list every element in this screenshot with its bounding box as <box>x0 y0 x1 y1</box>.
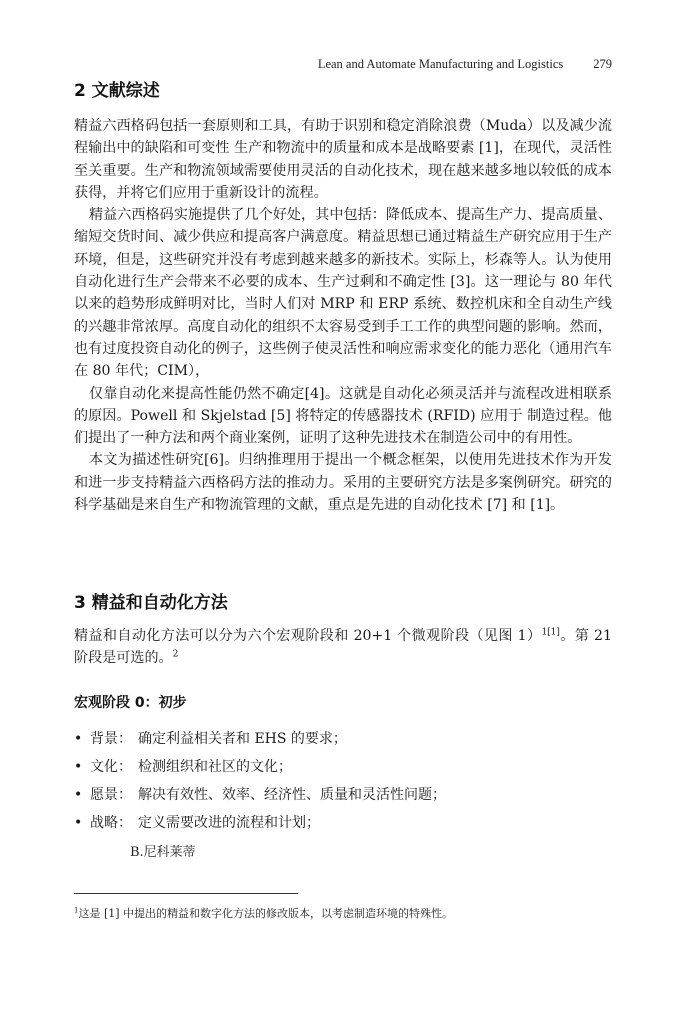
bullet-term: 文化： <box>90 759 132 775</box>
list-item <box>74 785 614 813</box>
list-item <box>74 757 614 785</box>
intro-superscript-2: 2 <box>172 649 179 660</box>
section-3-intro <box>74 625 612 670</box>
bullet-text: 定义需要改进的流程和计划； <box>138 815 320 831</box>
paragraph-3: 仅靠自动化来提高性能仍然不确定[4]。这就是自动化必须灵活并与流程改进相联系的原因。Powell 和 Skjelstad [5] 将特定的传感器技术 (RFID) 应用于 制造过程。他们提出了一种方法和两个商业案例，证明了这种先进技术在制造公司中的有用性。 <box>74 385 612 447</box>
bullet-text: 确定利益相关者和 EHS 的要求； <box>138 731 347 747</box>
bullet-list <box>74 729 614 841</box>
bullet-icon: • <box>74 759 83 775</box>
bullet-term: 背景： <box>90 731 132 747</box>
bullet-text: 检测组织和社区的文化； <box>138 759 292 775</box>
intro-text-cont: 。第 21 阶段是可选的。 <box>74 628 612 667</box>
intro-text: 精益和自动化方法可以分为六个宏观阶段和 20+1 个微观阶段（见图 1） <box>74 628 542 644</box>
section-2-title: 2 文献综述 <box>74 81 160 101</box>
list-item <box>74 813 614 841</box>
author-note: B.尼科莱蒂 <box>130 845 196 860</box>
page-number: 279 <box>593 57 612 71</box>
section-2-body <box>74 115 612 516</box>
running-header <box>318 57 612 72</box>
footnote <box>74 905 453 921</box>
intro-superscript: 1[1] <box>541 627 560 638</box>
intro-paragraph <box>74 625 612 670</box>
footnote-text: 这是 [1] 中提出的精益和数字化方法的修改版本，以考虑制造环境的特殊性。 <box>78 907 454 920</box>
bullet-icon: • <box>74 787 83 803</box>
bullet-text: 解决有效性、效率、经济性、质量和灵活性问题； <box>138 787 446 803</box>
bullet-term: 愿景： <box>90 787 132 803</box>
paragraph-2: 精益六西格码实施提供了几个好处，其中包括：降低成本、提高生产力、提高质量、缩短交货时间、减少供应和提高客户满意度。精益思想已通过精益生产研究应用于生产环境，但是，这些研究并没有考虑到越来越多的新技术。实际上，杉森等人。认为使用自动化进行生产会带来不必要的成本、生产过剩和不确定性 [3]。这一理论与 80 年代以来的趋势形成鲜明对比，当时人们对 MRP 和 ERP 系统、数控机床和全自动生产线的兴趣非常浓厚。高度自动化的组织不太容易受到手工工作的典型问题的影响。然而，也有过度投资自动化的例子，这些例子使灵活性和响应需求变化的能力恶化（通用汽车在 80 年代；CIM）， <box>74 207 612 380</box>
bullet-icon: • <box>74 815 83 831</box>
list-item <box>74 729 614 757</box>
running-title: Lean and Automate Manufacturing and Logistics <box>317 57 564 71</box>
bullet-term: 战略： <box>90 815 132 831</box>
paragraph-1: 精益六西格码包括一套原则和工具，有助于识别和稳定消除浪费（Muda）以及减少流程输出中的缺陷和可变性 生产和物流中的质量和成本是战略要素 [1]，在现代，灵活性至关重要。生产和物流领域需要使用灵活的自动化技术，现在越来越多地以较低的成本获得，并将它们应用于重新设计的流程。 <box>74 118 612 201</box>
footnote-divider <box>74 893 298 894</box>
macro-phase-title: 宏观阶段 0：初步 <box>74 695 187 711</box>
section-3-title: 3 精益和自动化方法 <box>74 593 228 613</box>
footnote-marker: 1 <box>74 906 79 915</box>
bullet-icon: • <box>74 731 83 747</box>
paragraph-4: 本文为描述性研究[6]。归纳推理用于提出一个概念框架，以使用先进技术作为开发和进一步支持精益六西格码方法的推动力。采用的主要研究方法是多案例研究。研究的科学基础是来自生产和物流管理的文献，重点是先进的自动化技术 [7] 和 [1]。 <box>74 452 612 514</box>
